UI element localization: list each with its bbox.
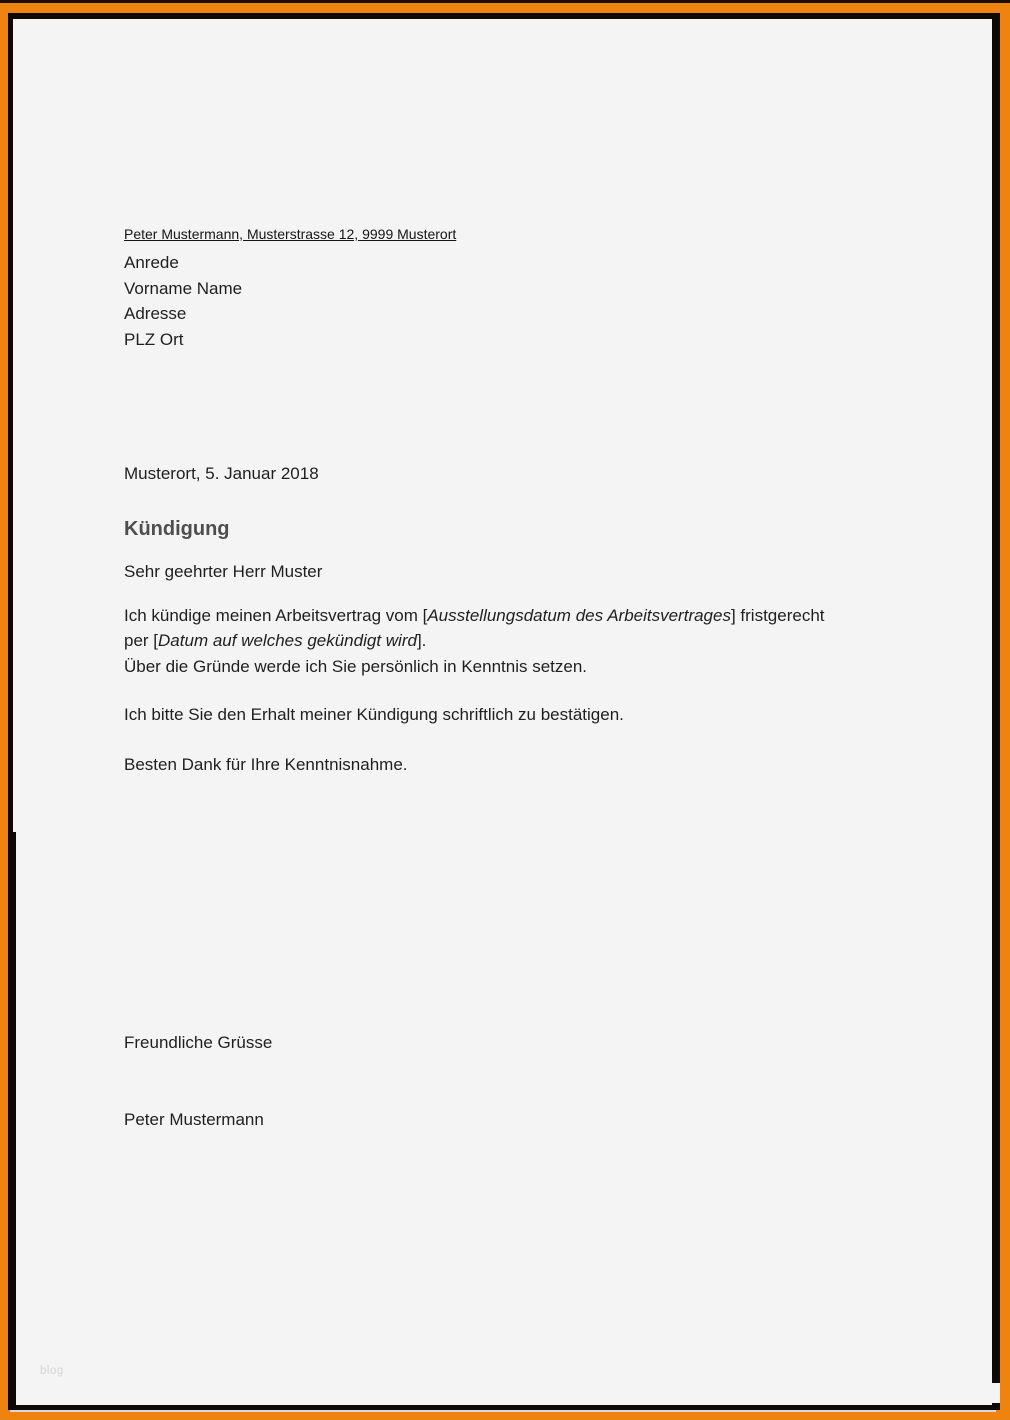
blog-watermark: blog (40, 1365, 64, 1377)
body-paragraph-thanks: Besten Dank für Ihre Kenntnisnahme. (124, 755, 408, 774)
salutation-line: Sehr geehrter Herr Muster (124, 562, 323, 581)
frame-top-shadow (0, 0, 1010, 3)
line2-regular-text: per [ (124, 631, 159, 651)
body-paragraph-termination (124, 603, 825, 679)
frame-bottom-highlight (10, 1410, 996, 1412)
recipient-street-placeholder: Adresse (124, 304, 187, 323)
frame-bottom-right-notch (992, 1383, 1000, 1403)
body-paragraph-line-1 (124, 603, 825, 628)
body-paragraph-line-2 (124, 628, 825, 653)
line2-regular-text-end: ]. (416, 631, 427, 651)
recipient-city-placeholder: PLZ Ort (124, 329, 184, 349)
body-paragraph-confirmation-request: Ich bitte Sie den Erhalt meiner Kündigung schriftlich zu bestätigen. (124, 705, 624, 724)
subject-heading: Kündigung (124, 518, 230, 540)
contract-issue-date-placeholder: Ausstellungsdatum des Arbeitsvertrages (427, 606, 731, 625)
recipient-salutation-placeholder: Anrede (124, 253, 179, 272)
line1-regular-text: Ich kündige meinen Arbeitsvertrag vom [ (124, 606, 428, 625)
place-and-date-line: Musterort, 5. Januar 2018 (124, 464, 319, 483)
closing-line: Freundliche Grüsse (124, 1033, 273, 1052)
recipient-address-block (124, 250, 242, 352)
sender-address-line: Peter Mustermann, Musterstrasse 12, 9999 Musterort (124, 226, 457, 242)
recipient-name-placeholder: Vorname Name (124, 278, 243, 298)
letter-page (13, 19, 992, 1405)
page-overlap-seam (13, 832, 16, 1405)
signature-name: Peter Mustermann (124, 1110, 264, 1129)
termination-date-placeholder: Datum auf welches gekündigt wird (158, 631, 417, 651)
body-paragraph-line-3: Über die Gründe werde ich Sie persönlich in Kenntnis setzen. (124, 656, 588, 676)
line1-regular-text-end: ] fristgerecht (730, 606, 825, 625)
